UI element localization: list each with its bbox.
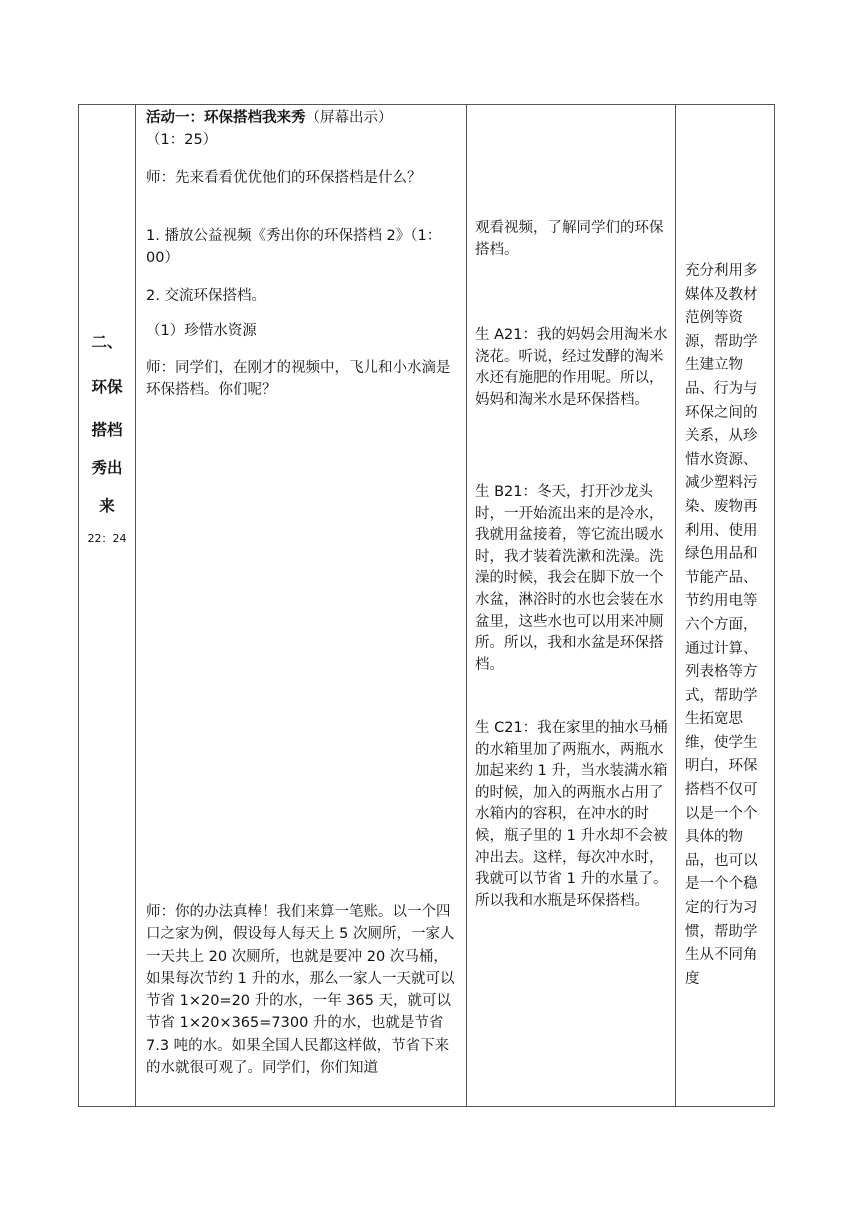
- student-watch: 观看视频，了解同学们的环保搭档。: [475, 220, 664, 258]
- activity-time: （1：25）: [146, 132, 218, 148]
- section-title-line: 秀出: [91, 459, 123, 477]
- subtopic-water: （1）珍惜水资源: [146, 323, 257, 339]
- activity-note: （屏幕出示）: [305, 110, 393, 126]
- step-exchange: 2. 交流环保搭档。: [146, 288, 266, 304]
- student-answer-c21: 生 C21：我在家里的抽水马桶的水箱里加了两瓶水，两瓶水加起来约 1 升，当水装满水箱的时候，加入的两瓶水占用了水箱内的容积，在冲水的时候，瓶子里的 1 升水却不会被冲出去。这样，每次冲水时，我就可以节省 1 升的水量了。所以我和水瓶是环保搭档。: [475, 720, 668, 909]
- activity-title: 活动一：环保搭档我来秀: [146, 110, 306, 126]
- section-column: [79, 105, 135, 1106]
- teacher-calculation: 师：你的办法真棒！我们来算一笔账。以一个四口之家为例，假设每人每天上 5 次厕所，一家人一天共上 20 次厕所，也就是要冲 20 次马桶，如果每次节约 1 升的水，那么一家人一天就可以节省 1×20=20 升的水，一年 365 天，就可以节省 1×20×365=7300 升的水，也就是节省 7.3 吨的水。如果全国人民都这样做，节省下来的水就很可观了。同学们，你们知道: [146, 904, 455, 1077]
- lesson-plan-table: [78, 104, 775, 1107]
- activity-heading: [146, 107, 460, 129]
- section-title-line: 来: [99, 497, 115, 515]
- section-title-line: 搭档: [91, 421, 123, 439]
- purpose-column: [676, 105, 774, 1106]
- section-title-line: 环保: [91, 378, 123, 396]
- student-answer-a21: 生 A21：我的妈妈会用淘米水浇花。听说，经过发酵的淘米水还有施肥的作用呢。所以，妈妈和淘米水是环保搭档。: [475, 327, 668, 408]
- step-play-video: 1. 播放公益视频《秀出你的环保搭档 2》（1：00）: [146, 228, 442, 266]
- student-column: [467, 105, 675, 1106]
- student-answer-b21: 生 B21：冬天，打开沙龙头时，一开始流出来的是冷水，我就用盆接着，等它流出暖水时，我才装着洗漱和洗澡。洗澡的时候，我会在脚下放一个水盆，淋浴时的水也会装在水盆里，这些水也可以用来冲厕所。所以，我和水盆是环保搭档。: [475, 484, 664, 673]
- section-time: 22：24: [87, 532, 127, 545]
- teacher-question: 师：同学们，在刚才的视频中，飞儿和小水滴是环保搭档。你们呢？: [146, 360, 451, 398]
- teacher-question: 师：先来看看优优他们的环保搭档是什么？: [146, 170, 422, 186]
- teacher-column: [136, 105, 466, 1106]
- section-number: 二、: [91, 333, 123, 351]
- design-purpose: 充分利用多媒体及教材范例等资源，帮助学生建立物品、行为与环保之间的关系，从珍惜水资源、减少塑料污染、废物再利用、使用绿色用品和节能产品、节约用电等六个方面，通过计算、列表格等方式，帮助学生拓宽思维，使学生明白，环保搭档不仅可以是一个个具体的物品，也可以是一个个稳定的行为习惯，帮助学生从不同角度: [685, 263, 758, 987]
